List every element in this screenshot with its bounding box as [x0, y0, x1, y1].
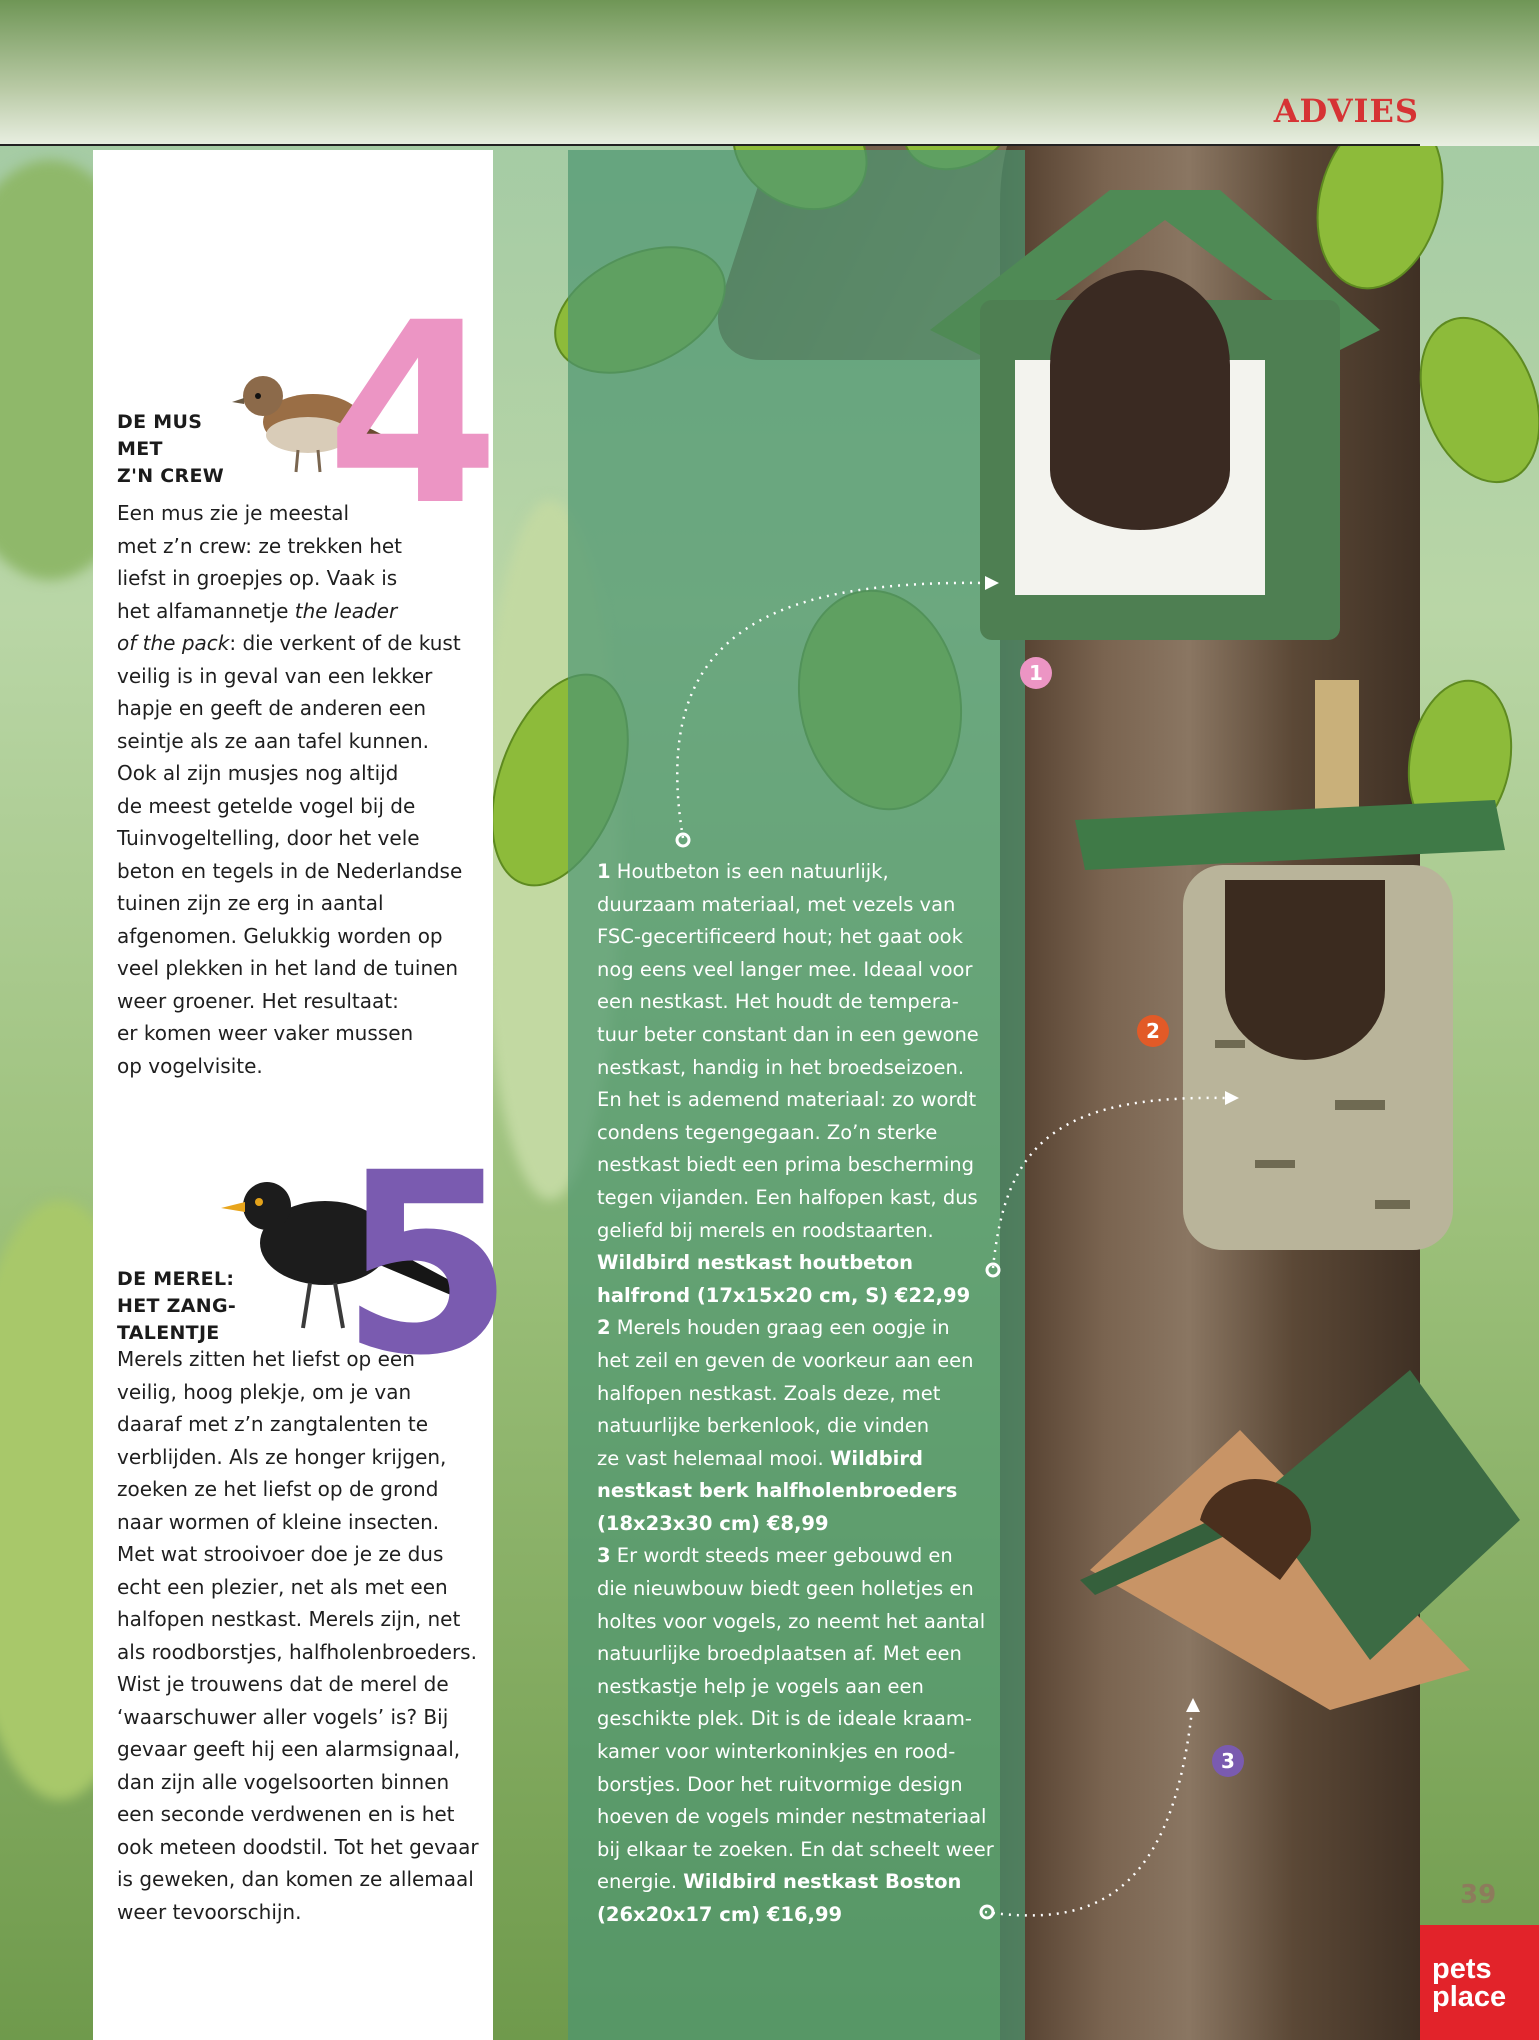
- italic-phrase: the leader: [294, 598, 398, 623]
- product-line: [597, 856, 1027, 889]
- product-line: holtes voor vogels, zo neemt het aantal: [597, 1609, 986, 1633]
- body-line-part: : die verkent of de kust: [229, 631, 461, 655]
- heading-line: DE MEREL:: [117, 1268, 235, 1290]
- tip-body-sparrow: [117, 497, 487, 1082]
- body-line: gevaar geeft hij een alarmsignaal,: [117, 1737, 461, 1761]
- product-price: (18x23x30 cm) €8,99: [597, 1511, 829, 1535]
- tip-heading-blackbird: [117, 1266, 236, 1347]
- section-label: ADVIES: [1273, 92, 1419, 130]
- product-number: 3: [597, 1544, 611, 1568]
- body-line: Wist je trouwens dat de merel de: [117, 1672, 449, 1696]
- product-price: (26x20x17 cm) €16,99: [597, 1903, 843, 1926]
- body-line: Ook al zijn musjes nog altijd: [117, 761, 399, 785]
- product-price: halfrond (17x15x20 cm, S) €22,99: [597, 1283, 971, 1307]
- body-line: er komen weer vaker mussen: [117, 1021, 414, 1045]
- product-descriptions: [597, 856, 1027, 1932]
- product-number: 2: [597, 1316, 611, 1340]
- body-line: [117, 595, 487, 628]
- body-line: weer tevoorschijn.: [117, 1899, 302, 1924]
- product-line-part: Er wordt steeds meer gebouwd en: [610, 1544, 953, 1568]
- product-line-part: Houtbeton is een natuurlijk,: [610, 860, 889, 883]
- product-line: duurzaam materiaal, met vezels van: [597, 892, 956, 916]
- product-name: nestkast berk halfholenbroeders: [597, 1479, 958, 1503]
- tip-heading-sparrow: [117, 409, 224, 490]
- product-line: [597, 1866, 1027, 1899]
- nestbox-concrete-illustration: [920, 180, 1400, 670]
- body-line: veilig is in geval van een lekker: [117, 663, 433, 688]
- product-line: FSC-gecertificeerd hout; het gaat ook: [597, 925, 963, 949]
- body-line: afgenomen. Gelukkig worden op: [117, 923, 443, 948]
- product-line: die nieuwbouw biedt geen holletjes en: [597, 1577, 974, 1601]
- nestbox-marker-3: 3: [1212, 1745, 1244, 1777]
- page-number: 39: [1460, 1880, 1497, 1910]
- body-line: is geweken, dan komen ze allemaal: [117, 1867, 474, 1891]
- product-line: nestkast, handig in het broedseizoen.: [597, 1055, 965, 1079]
- heading-line: HET ZANG-: [117, 1295, 237, 1317]
- product-line: kamer voor winterkoninkjes en rood-: [597, 1740, 956, 1764]
- body-line: [117, 627, 487, 660]
- body-line: met z’n crew: ze trekken het: [117, 533, 403, 558]
- product-name: Wildbird nestkast Boston: [683, 1870, 962, 1894]
- logo-line: place: [1432, 1981, 1507, 2013]
- tip-body-blackbird: [117, 1343, 487, 1928]
- body-line: veel plekken in het land de tuinen: [117, 956, 459, 980]
- body-line: Merels zitten het liefst op een: [117, 1347, 415, 1371]
- body-line: halfopen nestkast. Merels zijn, net: [117, 1607, 461, 1631]
- body-line: naar wormen of kleine insecten.: [117, 1509, 440, 1534]
- body-line: Een mus zie je meestal: [117, 501, 350, 525]
- product-line: geliefd bij merels en roodstaarten.: [597, 1218, 934, 1242]
- heading-line: Z'N CREW: [117, 465, 225, 487]
- body-line: verblijden. Als ze honger krijgen,: [117, 1444, 447, 1469]
- heading-line: DE MUS: [117, 411, 203, 433]
- petsplace-logo: [1420, 1925, 1539, 2040]
- body-line: dan zijn alle vogelsoorten binnen: [117, 1769, 450, 1794]
- product-line: geschikte plek. Dit is de ideale kraam-: [597, 1707, 972, 1731]
- product-line: een nestkast. Het houdt de tempera-: [597, 990, 959, 1014]
- product-line: En het is ademend materiaal: zo wordt: [597, 1088, 977, 1112]
- product-line: nestkast biedt een prima bescherming: [597, 1153, 975, 1177]
- body-line: Tuinvogeltelling, door het vele: [117, 826, 420, 850]
- nestbox-marker-1: 1: [1020, 657, 1052, 689]
- product-name: Wildbird: [829, 1446, 923, 1470]
- product-line: halfopen nestkast. Zoals deze, met: [597, 1381, 941, 1405]
- product-line: [597, 1443, 1027, 1476]
- body-line: op vogelvisite.: [117, 1053, 263, 1078]
- body-line: hapje en geeft de anderen een: [117, 696, 427, 720]
- body-line: zoeken ze het liefst op de grond: [117, 1477, 439, 1501]
- body-line: seintje als ze aan tafel kunnen.: [117, 728, 430, 753]
- product-line: het zeil en geven de voorkeur aan een: [597, 1348, 974, 1372]
- heading-line: MET: [117, 438, 163, 460]
- body-line: beton en tegels in de Nederlandse: [117, 858, 463, 883]
- product-line-part: Merels houden graag een oogje in: [610, 1316, 950, 1340]
- product-line: natuurlijke berkenlook, die vinden: [597, 1414, 930, 1438]
- logo-line: pets: [1432, 1953, 1492, 1985]
- body-line: de meest getelde vogel bij de: [117, 793, 416, 818]
- body-line: als roodborstjes, halfholenbroeders.: [117, 1639, 477, 1664]
- body-line: daaraf met z’n zangtalenten te: [117, 1412, 429, 1436]
- product-number: 1: [597, 860, 611, 883]
- product-line: hoeven de vogels minder nestmateriaal: [597, 1805, 987, 1829]
- body-line: liefst in groepjes op. Vaak is: [117, 566, 398, 590]
- leaf: [1399, 301, 1539, 498]
- product-line: nog eens veel langer mee. Ideaal voor: [597, 957, 973, 981]
- product-line: tuur beter constant dan in een gewone: [597, 1022, 979, 1046]
- body-line: ‘waarschuwer aller vogels’ is? Bij: [117, 1704, 449, 1729]
- product-name: Wildbird nestkast houtbeton: [597, 1251, 913, 1275]
- nestbox-boston-illustration: [1080, 1370, 1520, 1730]
- body-line: een seconde verdwenen en is het: [117, 1802, 455, 1826]
- product-line: [597, 1312, 1027, 1345]
- body-line: echt een plezier, net als met een: [117, 1574, 448, 1599]
- body-line: Met wat strooivoer doe je ze dus: [117, 1542, 444, 1566]
- tip-number-5: 5: [340, 1119, 514, 1410]
- product-line: nestkastje help je vogels aan een: [597, 1674, 924, 1698]
- body-line: tuinen zijn ze erg in aantal: [117, 891, 384, 915]
- heading-line: TALENTJE: [117, 1322, 220, 1344]
- product-line-part: ze vast helemaal mooi.: [597, 1446, 830, 1470]
- body-line: weer groener. Het resultaat:: [117, 988, 399, 1013]
- product-line-part: energie.: [597, 1870, 684, 1894]
- tip-number-4: 4: [326, 269, 500, 560]
- product-line: [597, 1540, 1027, 1573]
- body-line: veilig, hoog plekje, om je van: [117, 1379, 412, 1404]
- product-line: tegen vijanden. Een halfopen kast, dus: [597, 1185, 978, 1209]
- italic-phrase: of the pack: [117, 631, 230, 655]
- body-line: ook meteen doodstil. Tot het gevaar: [117, 1834, 479, 1859]
- header-divider: [0, 144, 1420, 146]
- product-line: borstjes. Door het ruitvormige design: [597, 1772, 963, 1796]
- body-line-part: het alfamannetje: [117, 598, 295, 623]
- logo-wordmark: [1432, 1955, 1506, 2011]
- nestbox-birch-illustration: [1075, 680, 1505, 1270]
- nestbox-marker-2: 2: [1137, 1015, 1169, 1047]
- product-line: bij elkaar te zoeken. En dat scheelt weer: [597, 1837, 994, 1861]
- product-line: natuurlijke broedplaatsen af. Met een: [597, 1642, 962, 1666]
- product-line: condens tegengegaan. Zo’n sterke: [597, 1120, 938, 1144]
